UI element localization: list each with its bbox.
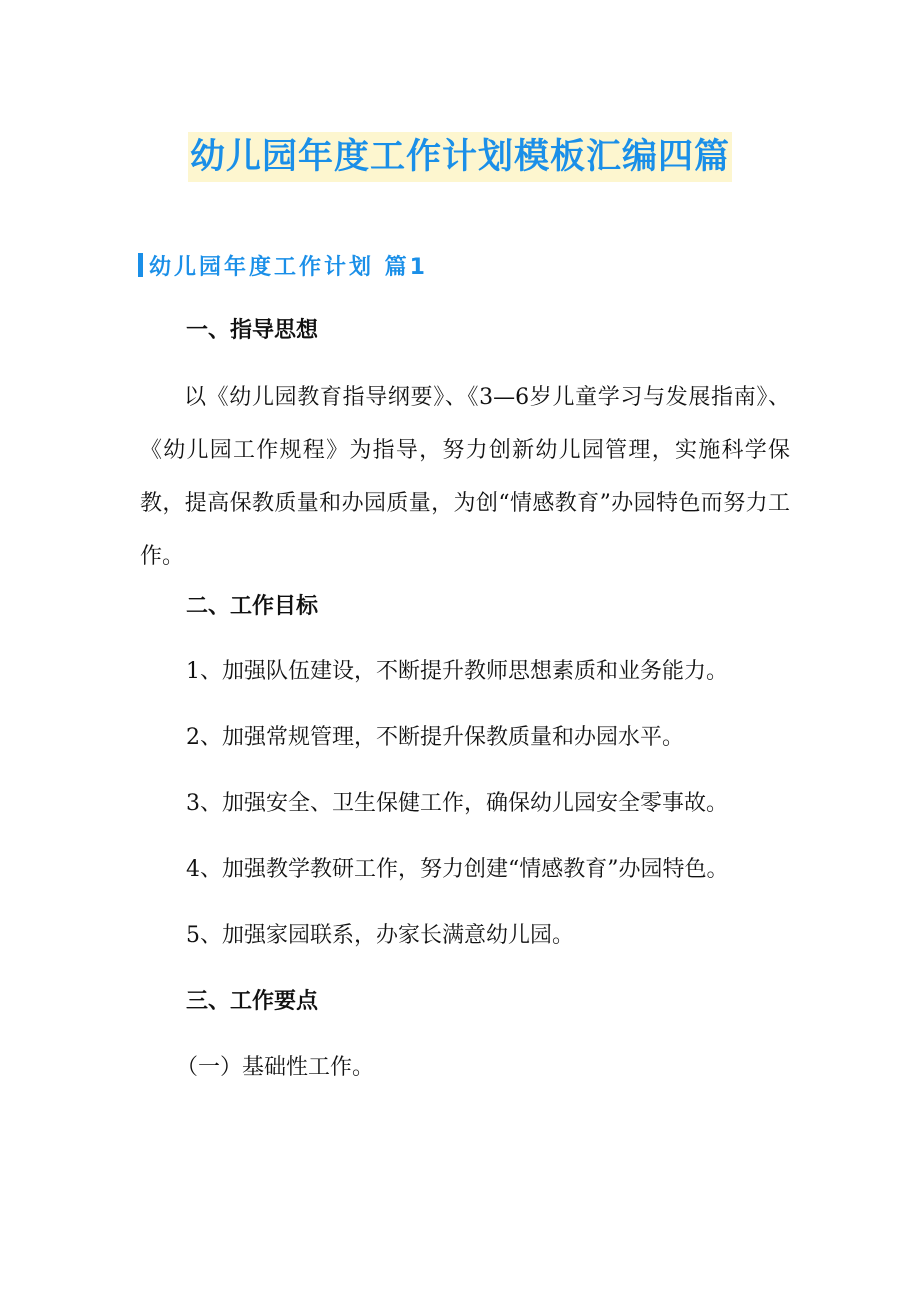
goal-item: 1、加强队伍建设，不断提升教师思想素质和业务能力。 <box>186 659 728 684</box>
goal-item: 2、加强常规管理，不断提升保教质量和办园水平。 <box>186 725 684 750</box>
work-point-item: （一）基础性工作。 <box>176 1055 375 1080</box>
sub-heading-work-goals: 二、工作目标 <box>186 594 319 619</box>
section-heading <box>138 248 428 282</box>
document-title: 幼儿园年度工作计划模板汇编四篇 <box>188 132 732 182</box>
section-heading-text: 幼儿园年度工作计划 篇1 <box>149 254 428 280</box>
heading-accent-bar <box>138 253 143 277</box>
goal-item: 4、加强教学教研工作，努力创建“情感教育”办园特色。 <box>186 857 729 882</box>
sub-heading-guiding-thought: 一、指导思想 <box>186 318 319 343</box>
goal-item: 3、加强安全、卫生保健工作，确保幼儿园安全零事故。 <box>186 791 728 816</box>
title-container <box>0 132 920 182</box>
sub-heading-work-points: 三、工作要点 <box>186 989 319 1014</box>
goal-item: 5、加强家园联系，办家长满意幼儿园。 <box>186 923 574 948</box>
guiding-thought-paragraph: 以《幼儿园教育指导纲要》、《3—6岁儿童学习与发展指南》、《幼儿园工作规程》为指导，努力创新幼儿园管理，实施科学保教，提高保教质量和办园质量，为创“情感教育”办园特色而努力工作。 <box>140 385 790 569</box>
